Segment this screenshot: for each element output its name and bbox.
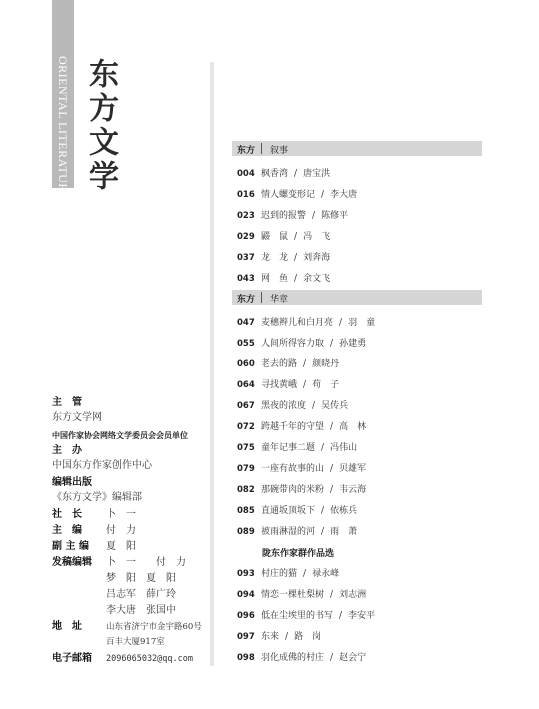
toc-entry[interactable] bbox=[237, 187, 357, 200]
separator: / bbox=[330, 590, 334, 600]
email-label: 电子邮箱 bbox=[52, 653, 92, 664]
toc-entry[interactable] bbox=[237, 608, 375, 621]
page-number: 085 bbox=[237, 506, 255, 516]
page-number: 082 bbox=[237, 485, 255, 495]
separator: / bbox=[321, 443, 325, 453]
section-brand: 东方 bbox=[237, 146, 256, 156]
separator: / bbox=[330, 422, 334, 432]
page-number: 094 bbox=[237, 590, 255, 600]
page-number: 064 bbox=[237, 380, 255, 390]
toc-entry[interactable] bbox=[237, 315, 375, 328]
separator: / bbox=[294, 274, 298, 284]
separator: / bbox=[294, 232, 298, 242]
separator: / bbox=[303, 359, 307, 369]
entry-author: 禄永峰 bbox=[312, 569, 340, 579]
page-number: 016 bbox=[237, 190, 255, 200]
entry-title: 东来 bbox=[261, 632, 280, 642]
release-editors-line3: 吕志军 薛广玲 bbox=[106, 589, 176, 600]
entry-title: 那碗带肉的米粉 bbox=[261, 485, 325, 495]
entry-author: 李大唐 bbox=[330, 190, 358, 200]
toc-entry[interactable] bbox=[237, 271, 330, 284]
publisher-label: 编辑出版 bbox=[52, 477, 92, 488]
subsection-title: 陇东作家群作品选 bbox=[262, 549, 335, 559]
toc-entry[interactable] bbox=[237, 524, 357, 537]
entry-author: 依栋兵 bbox=[330, 506, 358, 516]
page-number: 060 bbox=[237, 359, 255, 369]
page-number: 037 bbox=[237, 253, 255, 263]
address-line2: 百丰大厦917室 bbox=[106, 637, 165, 647]
entry-title: 麦穗辫儿和白月亮 bbox=[261, 318, 334, 328]
chief-editor-label: 主 编 bbox=[52, 525, 82, 536]
toc-entry[interactable] bbox=[237, 208, 348, 221]
section-name: 华章 bbox=[270, 295, 289, 305]
section-header-essays bbox=[232, 290, 482, 305]
page-number: 079 bbox=[237, 464, 255, 474]
entry-author: 刘奔海 bbox=[303, 253, 331, 263]
entry-author: 孙建勇 bbox=[339, 339, 367, 349]
member-unit: 中国作家协会网络文学委员会会员单位 bbox=[52, 430, 188, 440]
separator: / bbox=[330, 339, 334, 349]
email-value: 2096065032@qq.com bbox=[106, 654, 193, 664]
entry-title: 跨越千年的守望 bbox=[261, 422, 325, 432]
page-number: 075 bbox=[237, 443, 255, 453]
entry-title: 直通坂顶坂下 bbox=[261, 506, 316, 516]
page-number: 047 bbox=[237, 318, 255, 328]
entry-title: 枫香湾 bbox=[261, 169, 289, 179]
entry-title: 人间所得容力取 bbox=[261, 339, 325, 349]
supervisor-label: 主 管 bbox=[52, 397, 82, 408]
toc-entry[interactable] bbox=[237, 336, 366, 349]
toc-entry[interactable] bbox=[237, 356, 339, 369]
toc-entry[interactable] bbox=[237, 629, 321, 642]
entry-title: 被雨淋湿的河 bbox=[261, 527, 316, 537]
section-name: 叙事 bbox=[270, 146, 289, 156]
page-number: 023 bbox=[237, 211, 255, 221]
entry-title: 寻找黄峨 bbox=[261, 380, 298, 390]
entry-title: 黑夜的浓度 bbox=[261, 401, 307, 411]
entry-author: 唐宝洪 bbox=[303, 169, 331, 179]
president-label: 社 长 bbox=[52, 509, 82, 520]
deputy-editor-label: 副 主 编 bbox=[52, 541, 89, 552]
entry-title: 迟到的报警 bbox=[261, 211, 307, 221]
page-number: 029 bbox=[237, 232, 255, 242]
entry-title: 低在尘埃里的书写 bbox=[261, 611, 334, 621]
chief-editor-value: 付 力 bbox=[106, 525, 136, 536]
page-number: 004 bbox=[237, 169, 255, 179]
toc-entry[interactable] bbox=[237, 566, 339, 579]
separator: / bbox=[321, 506, 325, 516]
separator: / bbox=[330, 485, 334, 495]
sponsor-label: 主 办 bbox=[52, 445, 82, 456]
toc-entry[interactable] bbox=[237, 398, 348, 411]
entry-author: 陈修平 bbox=[321, 211, 349, 221]
separator: / bbox=[330, 653, 334, 663]
separator: / bbox=[321, 190, 325, 200]
page-number: 067 bbox=[237, 401, 255, 411]
page-number: 072 bbox=[237, 422, 255, 432]
entry-author: 赵会宁 bbox=[339, 653, 367, 663]
separator: / bbox=[339, 611, 343, 621]
entry-title: 羽化成佛的村庄 bbox=[261, 653, 325, 663]
toc-entry[interactable] bbox=[237, 419, 366, 432]
toc-entry[interactable] bbox=[237, 250, 330, 263]
entry-title: 情人螺变形记 bbox=[261, 190, 316, 200]
entry-title: 网 鱼 bbox=[261, 274, 289, 284]
section-divider-bar bbox=[261, 292, 262, 303]
toc-entry[interactable] bbox=[237, 166, 330, 179]
entry-title: 老去的路 bbox=[261, 359, 298, 369]
page-number: 089 bbox=[237, 527, 255, 537]
separator: / bbox=[312, 401, 316, 411]
separator: / bbox=[312, 211, 316, 221]
entry-author: 雨 萧 bbox=[330, 527, 358, 537]
president-value: 卜 一 bbox=[106, 509, 136, 520]
toc-entry[interactable] bbox=[237, 377, 339, 390]
release-editors-line2: 梦 阳 夏 阳 bbox=[106, 573, 176, 584]
entry-title: 一座有故事的山 bbox=[261, 464, 325, 474]
toc-entry[interactable] bbox=[237, 461, 366, 474]
toc-entry[interactable] bbox=[237, 503, 357, 516]
section-divider-bar bbox=[261, 143, 262, 154]
entry-author: 刘志洲 bbox=[339, 590, 367, 600]
separator: / bbox=[285, 632, 289, 642]
address-line1: 山东省济宁市金宇路60号 bbox=[106, 622, 202, 632]
entry-author: 余文飞 bbox=[303, 274, 331, 284]
english-title-vertical: ORIENTAL LITERATURE bbox=[56, 56, 70, 200]
toc-entry[interactable] bbox=[237, 587, 366, 600]
entry-author: 高 林 bbox=[339, 422, 367, 432]
page-number: 093 bbox=[237, 569, 255, 579]
page-number: 043 bbox=[237, 274, 255, 284]
release-editors-line4: 李大唐 张国中 bbox=[106, 605, 176, 616]
chinese-title-vertical: 东方文学 bbox=[83, 58, 118, 194]
separator: / bbox=[294, 169, 298, 179]
entry-author: 冯 飞 bbox=[303, 232, 331, 242]
column-divider bbox=[210, 62, 214, 666]
separator: / bbox=[330, 464, 334, 474]
deputy-editor-value: 夏 阳 bbox=[106, 541, 136, 552]
section-brand: 东方 bbox=[237, 295, 256, 305]
separator: / bbox=[303, 380, 307, 390]
page-number: 098 bbox=[237, 653, 255, 663]
separator: / bbox=[294, 253, 298, 263]
entry-title: 鼹 鼠 bbox=[261, 232, 289, 242]
address-label: 地 址 bbox=[52, 621, 82, 632]
toc-entry[interactable] bbox=[237, 650, 366, 663]
release-editors-line1: 卜 一 付 力 bbox=[106, 557, 186, 568]
publisher-value: 《东方文学》编辑部 bbox=[52, 492, 142, 503]
entry-author: 吴传兵 bbox=[321, 401, 349, 411]
page-number: 055 bbox=[237, 339, 255, 349]
toc-entry[interactable] bbox=[237, 482, 366, 495]
page-number: 097 bbox=[237, 632, 255, 642]
page-number: 096 bbox=[237, 611, 255, 621]
separator: / bbox=[303, 569, 307, 579]
separator: / bbox=[339, 318, 343, 328]
entry-title: 童年记事二题 bbox=[261, 443, 316, 453]
toc-entry[interactable] bbox=[237, 440, 357, 453]
entry-title: 情恋一棵杜梨树 bbox=[261, 590, 325, 600]
release-editors-label: 发稿编辑 bbox=[52, 557, 92, 568]
entry-author: 苟 子 bbox=[312, 380, 340, 390]
toc-entry[interactable] bbox=[237, 229, 330, 242]
separator: / bbox=[321, 527, 325, 537]
entry-title: 龙 龙 bbox=[261, 253, 289, 263]
entry-author: 路 岗 bbox=[294, 632, 322, 642]
section-header-narrative bbox=[232, 141, 482, 156]
entry-author: 李安平 bbox=[348, 611, 376, 621]
entry-author: 韦云海 bbox=[339, 485, 367, 495]
entry-author: 贝雄军 bbox=[339, 464, 367, 474]
entry-author: 羽 童 bbox=[348, 318, 376, 328]
sponsor-value: 中国东方作家创作中心 bbox=[52, 460, 152, 471]
entry-author: 冯伟山 bbox=[330, 443, 358, 453]
entry-author: 颜晓丹 bbox=[312, 359, 340, 369]
entry-title: 村庄的猫 bbox=[261, 569, 298, 579]
supervisor-value: 东方文学网 bbox=[52, 412, 102, 423]
